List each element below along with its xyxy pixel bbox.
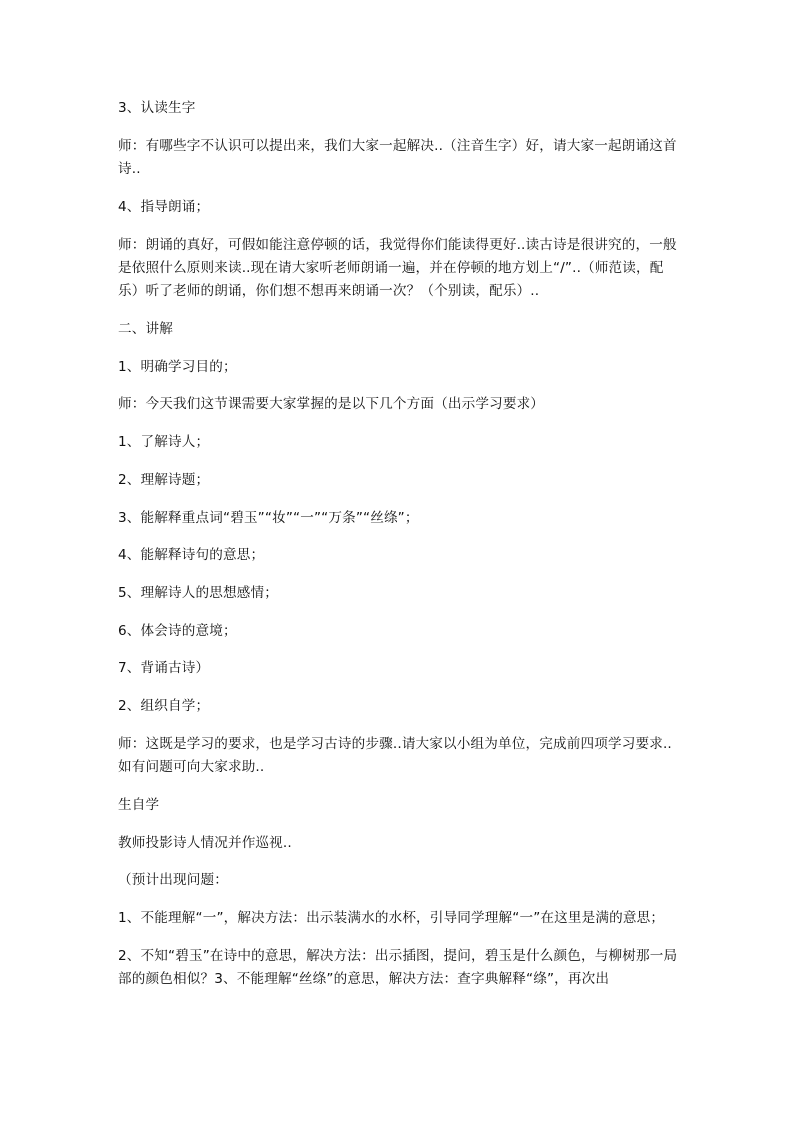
teacher-paragraph-group-work: 师：这既是学习的要求，也是学习古诗的步骤..请大家以小组为单位，完成前四项学习要求..如有问题可向大家求助.. — [118, 735, 672, 776]
requirement-item-1: 1、了解诗人； — [118, 434, 210, 451]
student-self-study-line: 生自学 — [118, 796, 160, 813]
teacher-paragraph-new-characters: 师：有哪些字不认识可以提出来，我们大家一起解决..（注音生字）好，请大家一起朗诵这首诗.. — [118, 137, 677, 178]
problem-item-1: 1、不能理解“一”，解决方法：出示装满水的水杯，引导同学理解“一”在这里是满的意思； — [118, 909, 665, 926]
section-heading-explanation: 二、讲解 — [118, 321, 173, 338]
section-heading-recognize-characters: 3、认读生字 — [118, 100, 196, 116]
requirement-item-3: 3、能解释重点词“碧玉”“妆”“一”“万条”“丝绦”； — [118, 509, 419, 526]
teacher-projection-line: 教师投影诗人情况并作巡视.. — [118, 834, 292, 851]
teacher-paragraph-recitation: 师：朗诵的真好，可假如能注意停顿的话，我觉得你们能读得更好..读古诗是很讲究的，一般是依照什么原则来读..现在请大家听老师朗诵一遍，并在停顿的地方划上“/”..（师范读，配乐）听了老师的朗诵，你们想不想再来朗诵一次？（个别读，配乐）.. — [118, 236, 677, 300]
requirement-item-2: 2、理解诗题； — [118, 471, 210, 488]
requirement-item-5: 5、理解诗人的思想感情； — [118, 584, 278, 601]
problem-item-2-3: 2、不知“碧玉”在诗中的意思，解决方法：出示插图，提问，碧玉是什么颜色，与柳树那一局部的颜色相似？3、不能理解“丝绦”的意思，解决方法：查字典解释“绦”，再次出 — [118, 947, 678, 988]
requirement-item-7: 7、背诵古诗） — [118, 660, 210, 677]
requirement-item-6: 6、体会诗的意境； — [118, 622, 237, 639]
list-item-learning-goal: 1、明确学习目的； — [118, 358, 237, 375]
section-heading-guided-reading: 4、指导朗诵； — [118, 198, 210, 215]
requirement-item-4: 4、能解释诗句的意思； — [118, 547, 265, 564]
document-body — [118, 97, 678, 1006]
teacher-paragraph-requirements: 师：今天我们这节课需要大家掌握的是以下几个方面（出示学习要求） — [118, 396, 545, 413]
expected-problems-heading: （预计出现问题： — [118, 872, 228, 889]
list-item-self-study: 2、组织自学； — [118, 698, 210, 715]
